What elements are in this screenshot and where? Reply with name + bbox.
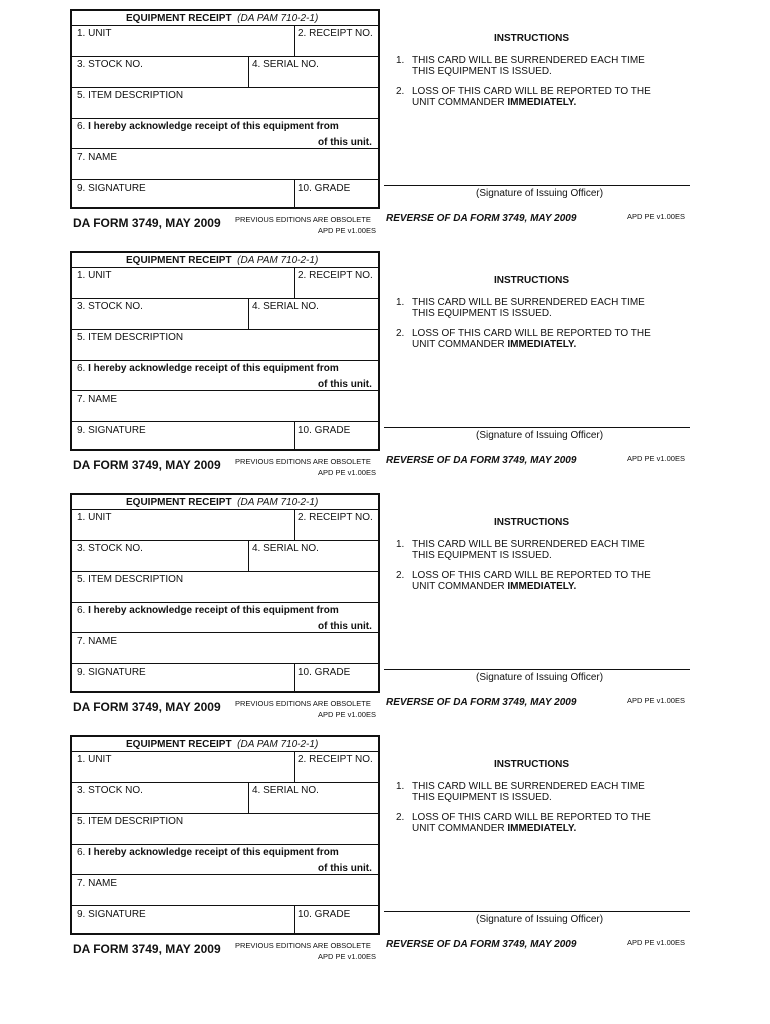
divider bbox=[72, 813, 378, 814]
apd-version-back: APD PE v1.00ES bbox=[627, 454, 685, 463]
receipt-no-field-label[interactable]: 2. RECEIPT NO. bbox=[298, 512, 373, 523]
receipt-card-1 bbox=[0, 0, 770, 242]
acknowledge-number: 6. bbox=[77, 847, 86, 858]
issuing-officer-signature-line[interactable] bbox=[384, 427, 690, 428]
instruction-1-line-2: THIS EQUIPMENT IS ISSUED. bbox=[412, 308, 552, 319]
form-title bbox=[126, 255, 318, 266]
instructions-title: INSTRUCTIONS bbox=[494, 275, 569, 286]
instruction-2-body bbox=[412, 570, 651, 592]
divider bbox=[72, 148, 378, 149]
signature-field-label[interactable]: 9. SIGNATURE bbox=[77, 183, 146, 194]
instruction-2-number: 2. bbox=[396, 812, 405, 823]
serial-no-field-label[interactable]: 4. SERIAL NO. bbox=[252, 301, 319, 312]
form-title-text: EQUIPMENT RECEIPT bbox=[126, 13, 232, 24]
divider bbox=[294, 421, 295, 449]
receipt-no-field-label[interactable]: 2. RECEIPT NO. bbox=[298, 28, 373, 39]
instruction-2-number: 2. bbox=[396, 86, 405, 97]
grade-field-label[interactable]: 10. GRADE bbox=[298, 183, 351, 194]
item-description-field-label[interactable]: 5. ITEM DESCRIPTION bbox=[77, 90, 184, 101]
reverse-form-title: REVERSE OF DA FORM 3749, MAY 2009 bbox=[386, 939, 577, 950]
equipment-receipt-form bbox=[70, 493, 380, 693]
divider bbox=[72, 602, 378, 603]
grade-field-label[interactable]: 10. GRADE bbox=[298, 909, 351, 920]
apd-version-back: APD PE v1.00ES bbox=[627, 212, 685, 221]
instruction-2-emphasis: IMMEDIATELY. bbox=[507, 823, 577, 834]
divider bbox=[294, 509, 295, 540]
receipt-no-field-label[interactable]: 2. RECEIPT NO. bbox=[298, 270, 373, 281]
divider bbox=[72, 663, 378, 664]
form-number: DA FORM 3749, MAY 2009 bbox=[73, 700, 221, 714]
divider bbox=[72, 421, 378, 422]
instruction-2-number: 2. bbox=[396, 570, 405, 581]
instruction-2-emphasis: IMMEDIATELY. bbox=[507, 97, 577, 108]
serial-no-field-label[interactable]: 4. SERIAL NO. bbox=[252, 59, 319, 70]
grade-field-label[interactable]: 10. GRADE bbox=[298, 425, 351, 436]
signature-field-label[interactable]: 9. SIGNATURE bbox=[77, 909, 146, 920]
divider bbox=[72, 844, 378, 845]
name-field-label[interactable]: 7. NAME bbox=[77, 878, 118, 889]
divider bbox=[72, 360, 378, 361]
equipment-receipt-form bbox=[70, 251, 380, 451]
stock-no-field-label[interactable]: 3. STOCK NO. bbox=[77, 301, 143, 312]
instruction-2-body bbox=[412, 812, 651, 834]
instruction-1-line-1: THIS CARD WILL BE SURRENDERED EACH TIME bbox=[412, 539, 645, 550]
issuing-officer-signature-line[interactable] bbox=[384, 911, 690, 912]
issuing-officer-signature-line[interactable] bbox=[384, 669, 690, 670]
receipt-card-2 bbox=[0, 242, 770, 484]
acknowledge-statement bbox=[77, 363, 339, 374]
equipment-receipt-form bbox=[70, 735, 380, 935]
divider bbox=[72, 56, 378, 57]
divider bbox=[72, 874, 378, 875]
divider bbox=[72, 329, 378, 330]
unit-field-label[interactable]: 1. UNIT bbox=[77, 754, 112, 765]
stock-no-field-label[interactable]: 3. STOCK NO. bbox=[77, 59, 143, 70]
previous-editions-note: PREVIOUS EDITIONS ARE OBSOLETE bbox=[235, 699, 371, 708]
instruction-1-line-1: THIS CARD WILL BE SURRENDERED EACH TIME bbox=[412, 297, 645, 308]
apd-version-front: APD PE v1.00ES bbox=[318, 226, 376, 235]
form-title-reference: (DA PAM 710-2-1) bbox=[237, 13, 319, 24]
unit-field-label[interactable]: 1. UNIT bbox=[77, 270, 112, 281]
acknowledge-statement bbox=[77, 847, 339, 858]
form-number: DA FORM 3749, MAY 2009 bbox=[73, 942, 221, 956]
grade-field-label[interactable]: 10. GRADE bbox=[298, 667, 351, 678]
instruction-2-line-2: UNIT COMMANDER bbox=[412, 97, 508, 108]
issuing-officer-signature-caption: (Signature of Issuing Officer) bbox=[476, 672, 604, 683]
item-description-field-label[interactable]: 5. ITEM DESCRIPTION bbox=[77, 574, 184, 585]
acknowledge-text: I hereby acknowledge receipt of this equipment from bbox=[88, 363, 339, 374]
form-title-text: EQUIPMENT RECEIPT bbox=[126, 497, 232, 508]
stock-no-field-label[interactable]: 3. STOCK NO. bbox=[77, 543, 143, 554]
divider bbox=[72, 905, 378, 906]
instruction-1-number: 1. bbox=[396, 539, 405, 550]
instruction-1-body bbox=[412, 297, 645, 319]
of-this-unit-text: of this unit. bbox=[318, 137, 372, 148]
form-title-text: EQUIPMENT RECEIPT bbox=[126, 739, 232, 750]
divider bbox=[72, 267, 378, 268]
issuing-officer-signature-caption: (Signature of Issuing Officer) bbox=[476, 430, 604, 441]
apd-version-front: APD PE v1.00ES bbox=[318, 710, 376, 719]
form-title-reference: (DA PAM 710-2-1) bbox=[237, 497, 319, 508]
instruction-2-line-1: LOSS OF THIS CARD WILL BE REPORTED TO THE bbox=[412, 812, 651, 823]
receipt-no-field-label[interactable]: 2. RECEIPT NO. bbox=[298, 754, 373, 765]
divider bbox=[294, 179, 295, 207]
divider bbox=[248, 540, 249, 571]
issuing-officer-signature-line[interactable] bbox=[384, 185, 690, 186]
acknowledge-text: I hereby acknowledge receipt of this equipment from bbox=[88, 121, 339, 132]
issuing-officer-signature-caption: (Signature of Issuing Officer) bbox=[476, 914, 604, 925]
serial-no-field-label[interactable]: 4. SERIAL NO. bbox=[252, 543, 319, 554]
divider bbox=[72, 179, 378, 180]
acknowledge-text: I hereby acknowledge receipt of this equipment from bbox=[88, 605, 339, 616]
divider bbox=[72, 87, 378, 88]
of-this-unit-text: of this unit. bbox=[318, 621, 372, 632]
previous-editions-note: PREVIOUS EDITIONS ARE OBSOLETE bbox=[235, 457, 371, 466]
apd-version-back: APD PE v1.00ES bbox=[627, 938, 685, 947]
instruction-1-body bbox=[412, 781, 645, 803]
receipt-card-3 bbox=[0, 484, 770, 726]
acknowledge-text: I hereby acknowledge receipt of this equipment from bbox=[88, 847, 339, 858]
item-description-field-label[interactable]: 5. ITEM DESCRIPTION bbox=[77, 332, 184, 343]
form-title-reference: (DA PAM 710-2-1) bbox=[237, 739, 319, 750]
divider bbox=[248, 56, 249, 87]
divider bbox=[72, 298, 378, 299]
apd-version-front: APD PE v1.00ES bbox=[318, 468, 376, 477]
divider bbox=[72, 632, 378, 633]
reverse-form-title: REVERSE OF DA FORM 3749, MAY 2009 bbox=[386, 213, 577, 224]
divider bbox=[72, 571, 378, 572]
instruction-1-number: 1. bbox=[396, 55, 405, 66]
divider bbox=[294, 905, 295, 933]
form-title bbox=[126, 739, 318, 750]
instruction-2-emphasis: IMMEDIATELY. bbox=[507, 339, 577, 350]
name-field-label[interactable]: 7. NAME bbox=[77, 636, 118, 647]
instruction-2-body bbox=[412, 328, 651, 350]
instruction-2-line-2: UNIT COMMANDER bbox=[412, 581, 508, 592]
form-title bbox=[126, 497, 318, 508]
divider bbox=[72, 540, 378, 541]
instructions-title: INSTRUCTIONS bbox=[494, 517, 569, 528]
divider bbox=[72, 390, 378, 391]
form-number: DA FORM 3749, MAY 2009 bbox=[73, 216, 221, 230]
instruction-1-line-2: THIS EQUIPMENT IS ISSUED. bbox=[412, 550, 552, 561]
instruction-1-number: 1. bbox=[396, 781, 405, 792]
acknowledge-number: 6. bbox=[77, 363, 86, 374]
divider bbox=[294, 751, 295, 782]
instruction-2-number: 2. bbox=[396, 328, 405, 339]
acknowledge-number: 6. bbox=[77, 605, 86, 616]
previous-editions-note: PREVIOUS EDITIONS ARE OBSOLETE bbox=[235, 941, 371, 950]
signature-field-label[interactable]: 9. SIGNATURE bbox=[77, 667, 146, 678]
name-field-label[interactable]: 7. NAME bbox=[77, 152, 118, 163]
of-this-unit-text: of this unit. bbox=[318, 379, 372, 390]
form-title bbox=[126, 13, 318, 24]
acknowledge-number: 6. bbox=[77, 121, 86, 132]
unit-field-label[interactable]: 1. UNIT bbox=[77, 28, 112, 39]
instruction-1-body bbox=[412, 539, 645, 561]
divider bbox=[248, 298, 249, 329]
receipt-card-4 bbox=[0, 726, 770, 968]
divider bbox=[72, 25, 378, 26]
divider bbox=[248, 782, 249, 813]
instruction-1-line-1: THIS CARD WILL BE SURRENDERED EACH TIME bbox=[412, 55, 645, 66]
instruction-1-body bbox=[412, 55, 645, 77]
signature-field-label[interactable]: 9. SIGNATURE bbox=[77, 425, 146, 436]
form-number: DA FORM 3749, MAY 2009 bbox=[73, 458, 221, 472]
instruction-2-line-1: LOSS OF THIS CARD WILL BE REPORTED TO THE bbox=[412, 570, 651, 581]
instructions-title: INSTRUCTIONS bbox=[494, 759, 569, 770]
instruction-2-emphasis: IMMEDIATELY. bbox=[507, 581, 577, 592]
serial-no-field-label[interactable]: 4. SERIAL NO. bbox=[252, 785, 319, 796]
unit-field-label[interactable]: 1. UNIT bbox=[77, 512, 112, 523]
acknowledge-statement bbox=[77, 121, 339, 132]
divider bbox=[72, 782, 378, 783]
reverse-form-title: REVERSE OF DA FORM 3749, MAY 2009 bbox=[386, 697, 577, 708]
equipment-receipt-form bbox=[70, 9, 380, 209]
instruction-1-line-2: THIS EQUIPMENT IS ISSUED. bbox=[412, 792, 552, 803]
instructions-title: INSTRUCTIONS bbox=[494, 33, 569, 44]
divider bbox=[294, 25, 295, 56]
instruction-1-line-1: THIS CARD WILL BE SURRENDERED EACH TIME bbox=[412, 781, 645, 792]
instruction-2-line-2: UNIT COMMANDER bbox=[412, 339, 508, 350]
instruction-2-line-2: UNIT COMMANDER bbox=[412, 823, 508, 834]
previous-editions-note: PREVIOUS EDITIONS ARE OBSOLETE bbox=[235, 215, 371, 224]
apd-version-front: APD PE v1.00ES bbox=[318, 952, 376, 961]
item-description-field-label[interactable]: 5. ITEM DESCRIPTION bbox=[77, 816, 184, 827]
name-field-label[interactable]: 7. NAME bbox=[77, 394, 118, 405]
form-title-reference: (DA PAM 710-2-1) bbox=[237, 255, 319, 266]
apd-version-back: APD PE v1.00ES bbox=[627, 696, 685, 705]
instruction-1-line-2: THIS EQUIPMENT IS ISSUED. bbox=[412, 66, 552, 77]
reverse-form-title: REVERSE OF DA FORM 3749, MAY 2009 bbox=[386, 455, 577, 466]
issuing-officer-signature-caption: (Signature of Issuing Officer) bbox=[476, 188, 604, 199]
instruction-2-line-1: LOSS OF THIS CARD WILL BE REPORTED TO THE bbox=[412, 328, 651, 339]
instruction-2-line-1: LOSS OF THIS CARD WILL BE REPORTED TO THE bbox=[412, 86, 651, 97]
divider bbox=[72, 751, 378, 752]
of-this-unit-text: of this unit. bbox=[318, 863, 372, 874]
instruction-1-number: 1. bbox=[396, 297, 405, 308]
acknowledge-statement bbox=[77, 605, 339, 616]
divider bbox=[72, 509, 378, 510]
divider bbox=[294, 267, 295, 298]
divider bbox=[294, 663, 295, 691]
instruction-2-body bbox=[412, 86, 651, 108]
form-title-text: EQUIPMENT RECEIPT bbox=[126, 255, 232, 266]
divider bbox=[72, 118, 378, 119]
stock-no-field-label[interactable]: 3. STOCK NO. bbox=[77, 785, 143, 796]
